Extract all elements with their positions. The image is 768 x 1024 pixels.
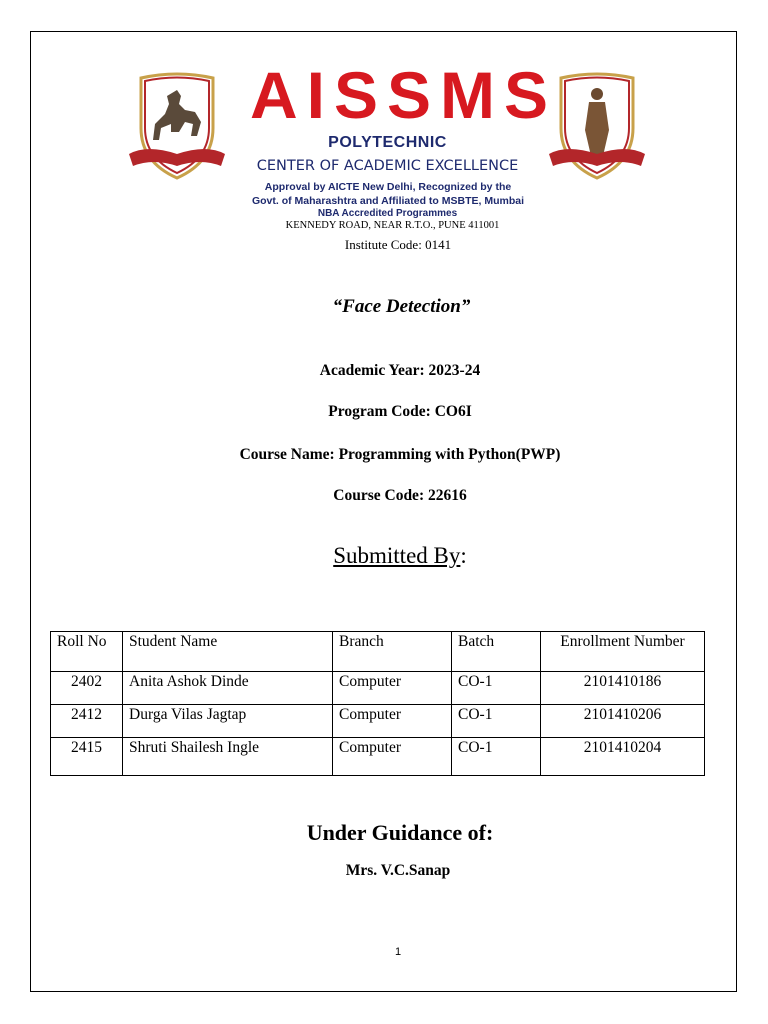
header-roll-no: Roll No [51,632,123,672]
academic-year: Academic Year: 2023-24 [319,362,481,379]
institute-logo-text: AISSMS [250,58,558,132]
approval-line-2: Govt. of Maharashtra and Affiliated to MSBTE, Mumbai [251,195,525,207]
roll-no-cell: 2415 [51,738,123,776]
standing-statue-emblem-icon [547,70,647,182]
enrollment-number-cell: 2101410206 [541,705,705,738]
institute-address: KENNEDY ROAD, NEAR R.T.O., PUNE 411001 [285,220,500,231]
equestrian-statue-emblem-icon [127,70,227,182]
branch-cell: Computer [333,672,452,705]
guide-name: Mrs. V.C.Sanap [345,862,451,879]
branch-cell: Computer [333,738,452,776]
header-batch: Batch [452,632,541,672]
nba-accreditation: NBA Accredited Programmes [317,208,458,219]
project-title: “Face Detection” [332,296,471,317]
table-row [51,738,705,776]
branch-cell: Computer [333,705,452,738]
under-guidance-heading: Under Guidance of: [306,820,494,845]
header-branch: Branch [333,632,452,672]
enrollment-number-cell: 2101410186 [541,672,705,705]
submitted-by-label: Submitted By [333,543,461,568]
page-number: 1 [394,946,402,958]
excellence-tagline: CENTER OF ACADEMIC EXCELLENCE [256,158,519,174]
submitted-by-colon: : [460,543,467,568]
students-table [50,631,705,776]
course-code: Course Code: 22616 [333,487,467,504]
table-header-row [51,632,705,672]
batch-cell: CO-1 [452,672,541,705]
approval-text [236,180,540,208]
student-name-cell: Anita Ashok Dinde [123,672,333,705]
program-code: Program Code: CO6I [328,403,472,420]
institute-code: Institute Code: 0141 [344,237,452,252]
table-row [51,672,705,705]
enrollment-number-cell: 2101410204 [541,738,705,776]
roll-no-cell: 2412 [51,705,123,738]
course-name: Course Name: Programming with Python(PWP) [239,446,561,463]
header-student-name: Student Name [123,632,333,672]
header-enrollment-number: Enrollment Number [541,632,705,672]
student-name-cell: Shruti Shailesh Ingle [123,738,333,776]
institute-subtitle: POLYTECHNIC [328,134,447,151]
batch-cell: CO-1 [452,705,541,738]
submitted-by-heading [200,543,600,569]
student-name-cell: Durga Vilas Jagtap [123,705,333,738]
roll-no-cell: 2402 [51,672,123,705]
table-row [51,705,705,738]
batch-cell: CO-1 [452,738,541,776]
approval-line-1: Approval by AICTE New Delhi, Recognized by the [264,181,512,193]
